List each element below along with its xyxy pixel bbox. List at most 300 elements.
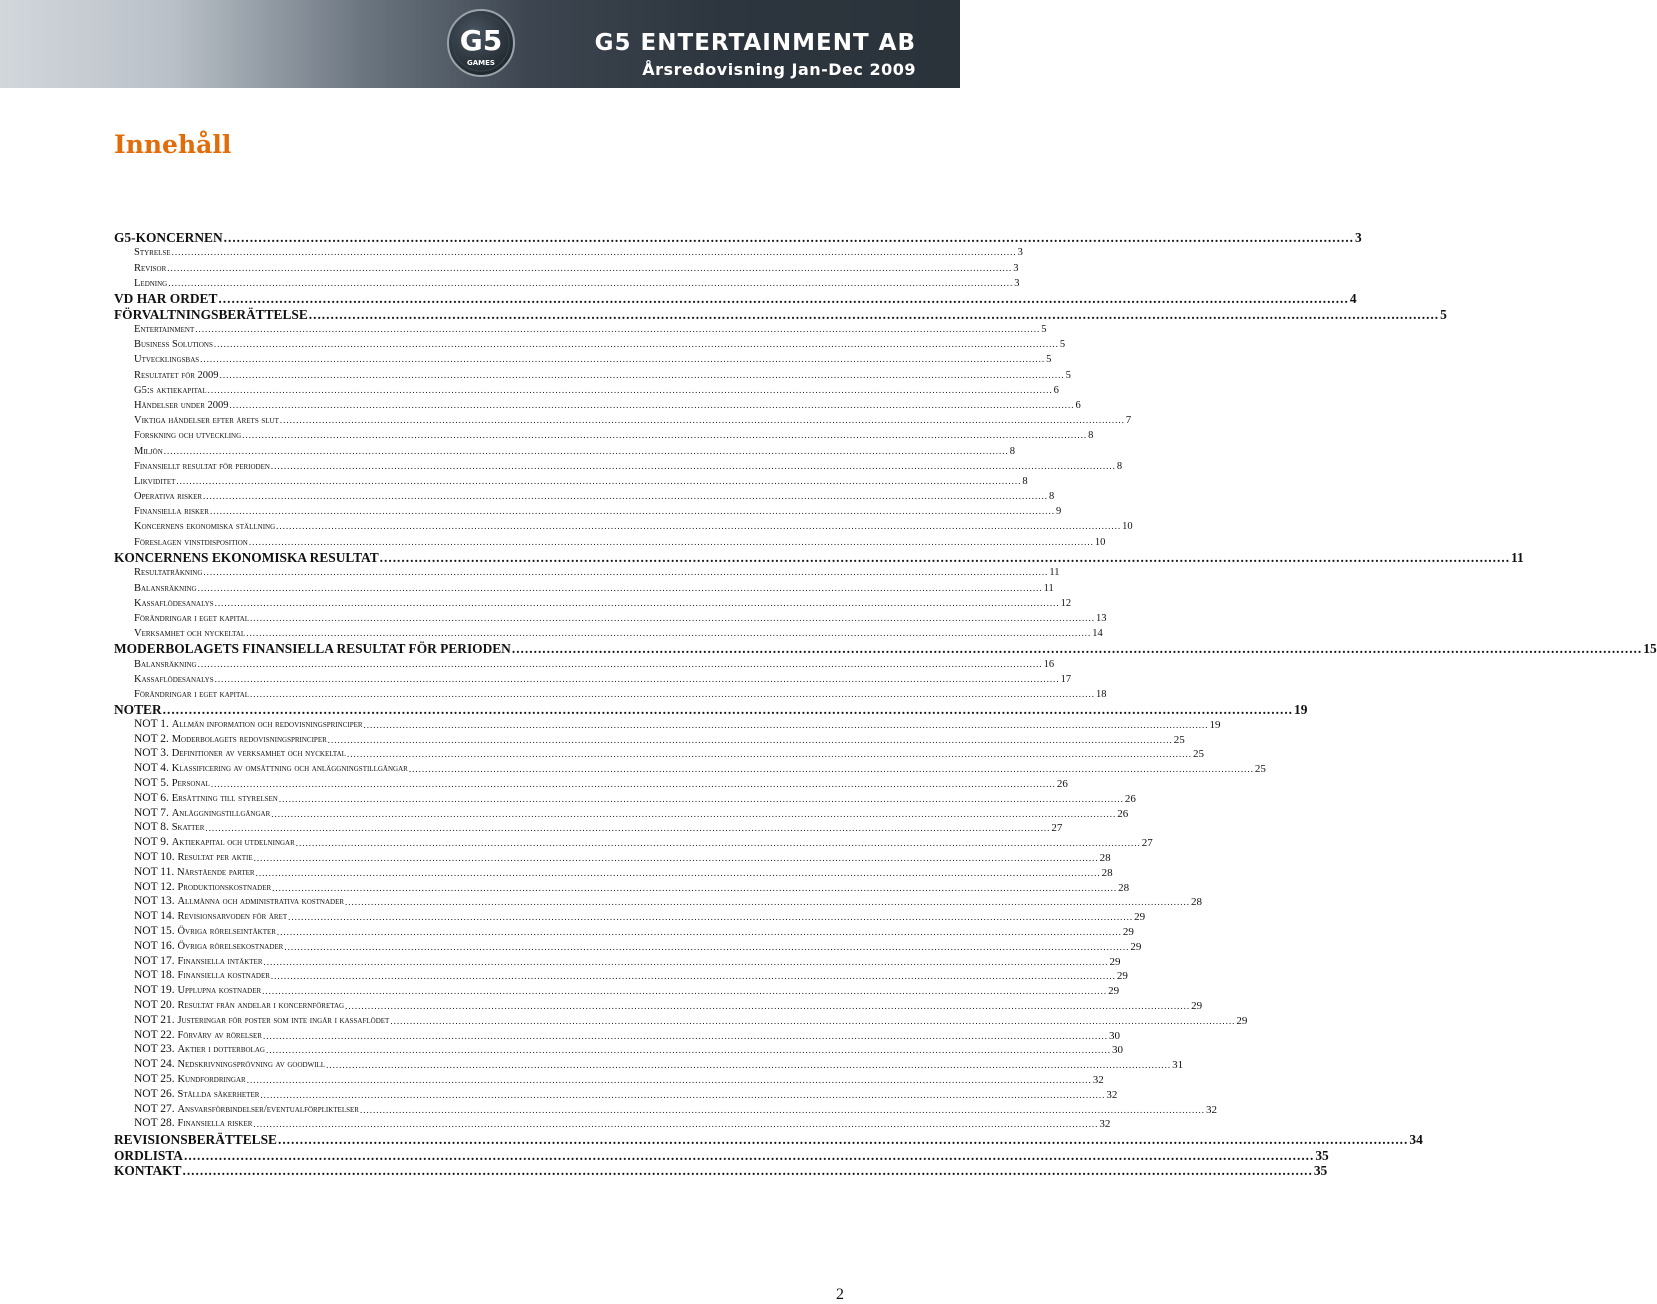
toc-entry[interactable]: [114, 459, 1123, 474]
toc-page-number: 27: [1141, 837, 1153, 850]
toc-entry-title: Finansiella risker: [177, 1118, 253, 1130]
toc-note-number: NOT 13.: [134, 895, 175, 908]
toc-note-label: [134, 850, 253, 866]
toc-entry-title: Kassaflödesanalys: [134, 597, 214, 609]
toc-entry[interactable]: [114, 939, 1142, 955]
toc-entry-title: Operativa risker: [134, 491, 203, 503]
toc-entry[interactable]: [114, 1087, 1118, 1103]
toc-entry-title: G5:s aktiekapital: [134, 384, 207, 396]
toc-dot-leader: ....................................................................................................................................................................................................................................................................: [171, 247, 1017, 258]
toc-dot-leader: ....................................................................................................................................................................................................................................................................: [242, 430, 1088, 441]
header-banner: [0, 0, 960, 88]
toc-entry-title: Finansiella risker: [134, 506, 209, 518]
toc-dot-leader: ....................................................................................................................................................................................................................................................................: [246, 1075, 1092, 1085]
toc-page-number: 10: [1122, 521, 1133, 533]
toc-page-number: 16: [1043, 658, 1055, 670]
toc-page-number: 3: [1017, 247, 1023, 259]
logo-sub: GAMES: [467, 59, 495, 67]
toc-page-number: 11: [1511, 549, 1524, 565]
toc-dot-leader: ....................................................................................................................................................................................................................................................................: [214, 673, 1060, 684]
toc-entry[interactable]: [114, 306, 1447, 323]
toc-note-number: NOT 25.: [134, 1073, 175, 1085]
toc-entry-title: Övriga rörelseintäkter: [177, 926, 276, 938]
toc-page-number: 19: [1294, 702, 1308, 718]
toc-note-number: NOT 23.: [134, 1043, 175, 1056]
toc-entry[interactable]: [114, 910, 1146, 925]
toc-entry[interactable]: [114, 444, 1016, 459]
toc-page-number: 19: [1209, 718, 1221, 731]
toc-entry[interactable]: [114, 851, 1111, 866]
toc-entry-title: Produktionskostnader: [177, 881, 272, 893]
toc-dot-leader: ....................................................................................................................................................................................................................................................................: [408, 764, 1254, 775]
toc-entry-title: Utvecklingsbas: [134, 354, 200, 366]
toc-dot-leader: ....................................................................................................................................................................................................................................................................: [262, 1030, 1108, 1041]
toc-entry[interactable]: [114, 895, 1203, 910]
table-of-contents: [114, 230, 1657, 1179]
toc-entry[interactable]: [114, 549, 1524, 566]
g5-games-logo: [446, 6, 516, 80]
toc-entry[interactable]: [114, 1028, 1120, 1044]
toc-entry[interactable]: [114, 261, 1019, 276]
toc-page-number: 14: [1092, 628, 1103, 640]
toc-dot-leader: ....................................................................................................................................................................................................................................................................: [176, 475, 1022, 486]
toc-entry-title: Resultat från andelar i koncernföretag: [177, 1000, 345, 1012]
toc-entry[interactable]: [114, 474, 1028, 489]
toc-page-number: 9: [1055, 506, 1062, 518]
toc-note-number: NOT 24.: [134, 1058, 175, 1071]
toc-dot-leader: ....................................................................................................................................................................................................................................................................: [213, 339, 1059, 350]
toc-entry-title: Förändringar i eget kapital: [134, 612, 250, 624]
toc-note-number: NOT 11.: [134, 865, 175, 878]
toc-entry[interactable]: [114, 428, 1094, 443]
toc-page-number: 5: [1440, 306, 1447, 322]
toc-page-number: 7: [1125, 415, 1132, 427]
toc-dot-leader: ....................................................................................................................................................................................................................................................................: [327, 734, 1173, 745]
toc-entry[interactable]: [114, 687, 1107, 702]
toc-page-number: 32: [1205, 1103, 1217, 1116]
toc-page-number: 29: [1191, 1000, 1203, 1013]
toc-entry[interactable]: [114, 230, 1362, 246]
toc-page-number: 28: [1101, 866, 1113, 879]
toc-note-label: [134, 865, 255, 881]
toc-dot-leader: ....................................................................................................................................................................................................................................................................: [203, 567, 1049, 578]
toc-note-number: NOT 18.: [134, 969, 175, 982]
toc-entry-title: Finansiella intäkter: [177, 955, 263, 967]
page-number: 2: [836, 1286, 844, 1303]
toc-note-number: NOT 15.: [134, 925, 175, 938]
toc-entry-title: VD HAR ORDET: [114, 291, 218, 307]
toc-entry-title: NOTER: [114, 702, 162, 718]
toc-entry[interactable]: [114, 1043, 1123, 1058]
toc-page-number: 13: [1096, 612, 1107, 624]
toc-note-number: NOT 22.: [134, 1028, 175, 1041]
toc-note-label: [134, 761, 408, 777]
toc-page-number: 5: [1059, 339, 1066, 351]
toc-dot-leader: ....................................................................................................................................................................................................................................................................: [218, 291, 1349, 307]
toc-dot-leader: ....................................................................................................................................................................................................................................................................: [183, 1147, 1315, 1163]
toc-note-label: [134, 909, 287, 925]
toc-note-number: NOT 3.: [134, 747, 169, 760]
toc-entry[interactable]: [114, 246, 1023, 261]
toc-note-label: [134, 983, 261, 999]
toc-dot-leader: ....................................................................................................................................................................................................................................................................: [253, 853, 1099, 864]
toc-entry[interactable]: [114, 969, 1128, 984]
toc-page-number: 8: [1116, 460, 1123, 472]
toc-page-number: 26: [1124, 792, 1136, 805]
toc-entry-title: Allmänna och administrativa kostnader: [177, 896, 345, 908]
toc-dot-leader: ....................................................................................................................................................................................................................................................................: [345, 897, 1191, 908]
toc-entry-title: Definitioner av verksamhet och nyckeltal: [171, 748, 346, 760]
toc-entry[interactable]: [114, 836, 1153, 851]
toc-note-label: [134, 835, 295, 851]
toc-dot-leader: ....................................................................................................................................................................................................................................................................: [390, 1015, 1236, 1026]
toc-dot-leader: ....................................................................................................................................................................................................................................................................: [163, 445, 1009, 456]
toc-entry[interactable]: [114, 702, 1308, 718]
toc-entry-title: Balansräkning: [134, 658, 197, 670]
toc-note-number: NOT 2.: [134, 732, 169, 745]
toc-page-number: 29: [1130, 940, 1142, 953]
toc-note-number: NOT 17.: [134, 954, 175, 967]
toc-entry-title: Justeringar för poster som inte ingår i kassaflödet: [177, 1014, 390, 1026]
toc-note-label: [134, 746, 346, 762]
toc-page-number: 15: [1643, 641, 1657, 657]
toc-entry[interactable]: [114, 925, 1134, 940]
toc-entry[interactable]: [114, 747, 1204, 762]
toc-entry-title: Kassaflödesanalys: [134, 673, 214, 685]
toc-entry-title: Skatter: [171, 822, 205, 834]
toc-entry[interactable]: [114, 999, 1203, 1014]
toc-entry-title: Klassificering av omsättning och anläggningstillgångar: [171, 763, 408, 775]
page-title: Innehåll: [114, 130, 232, 159]
toc-entry[interactable]: [114, 611, 1107, 626]
toc-entry[interactable]: [114, 581, 1054, 596]
toc-note-label: [134, 776, 210, 792]
toc-entry-title: Personal: [171, 778, 210, 790]
toc-entry[interactable]: [114, 413, 1132, 428]
toc-page-number: 30: [1108, 1029, 1120, 1042]
toc-dot-leader: ....................................................................................................................................................................................................................................................................: [265, 1045, 1111, 1056]
toc-page-number: 28: [1118, 881, 1130, 894]
toc-entry-title: Förändringar i eget kapital: [134, 689, 250, 701]
toc-page-number: 29: [1122, 926, 1134, 939]
toc-entry-title: Koncernens ekonomiska ställning: [134, 521, 276, 533]
toc-entry-title: Händelser under 2009: [134, 399, 229, 411]
toc-page-number: 3: [1014, 277, 1020, 289]
toc-note-number: NOT 16.: [134, 939, 175, 952]
toc-dot-leader: ....................................................................................................................................................................................................................................................................: [248, 536, 1094, 547]
toc-page-number: 29: [1116, 970, 1128, 983]
toc-note-label: [134, 1013, 389, 1029]
toc-dot-leader: ....................................................................................................................................................................................................................................................................: [197, 582, 1043, 593]
toc-dot-leader: ....................................................................................................................................................................................................................................................................: [288, 912, 1134, 923]
toc-entry-title: Ansvarsförbindelser/eventualförpliktelser: [177, 1103, 359, 1115]
toc-page-number: 25: [1192, 748, 1204, 761]
toc-note-label: [134, 732, 327, 748]
toc-note-number: NOT 28.: [134, 1117, 175, 1130]
toc-entry[interactable]: [114, 821, 1063, 836]
toc-page-number: 28: [1191, 896, 1203, 909]
toc-note-label: [134, 968, 270, 984]
toc-dot-leader: ....................................................................................................................................................................................................................................................................: [253, 1119, 1099, 1130]
toc-entry-title: Aktiekapital och utdelningar: [171, 837, 295, 849]
toc-entry-title: Aktier i dotterbolag: [177, 1044, 265, 1056]
toc-dot-leader: ....................................................................................................................................................................................................................................................................: [276, 521, 1122, 532]
toc-entry-title: Upplupna kostnader: [177, 985, 262, 997]
toc-dot-leader: ....................................................................................................................................................................................................................................................................: [260, 1089, 1106, 1100]
toc-entry[interactable]: [114, 865, 1113, 881]
toc-page-number: 3: [1355, 230, 1362, 245]
toc-page-number: 26: [1056, 778, 1068, 791]
toc-entry-title: REVISIONSBERÄTTELSE: [114, 1132, 277, 1148]
toc-entry-title: Moderbolagets redovisningsprinciper: [171, 733, 327, 745]
toc-entry-title: KONCERNENS EKONOMISKA RESULTAT: [114, 549, 379, 565]
toc-entry-title: Styrelse: [134, 247, 171, 259]
toc-note-label: [134, 924, 276, 940]
toc-page-number: 32: [1092, 1074, 1104, 1086]
toc-dot-leader: ....................................................................................................................................................................................................................................................................: [359, 1104, 1205, 1115]
toc-page-number: 34: [1409, 1132, 1423, 1148]
toc-entry-title: Allmän information och redovisningsprinciper: [171, 718, 363, 730]
toc-entry-title: G5-KONCERNEN: [114, 230, 223, 245]
toc-page-number: 29: [1108, 985, 1120, 998]
toc-entry-title: Närstående parter: [177, 866, 255, 878]
toc-entry[interactable]: [114, 762, 1266, 777]
toc-entry[interactable]: [114, 657, 1055, 672]
toc-page-number: 8: [1022, 475, 1028, 487]
toc-note-number: NOT 26.: [134, 1087, 175, 1100]
toc-dot-leader: ....................................................................................................................................................................................................................................................................: [345, 1001, 1191, 1012]
toc-entry-title: Ersättning till styrelsen: [171, 792, 278, 804]
toc-entry[interactable]: [114, 565, 1060, 580]
toc-entry[interactable]: [114, 352, 1052, 367]
toc-entry[interactable]: [114, 322, 1047, 337]
toc-dot-leader: ....................................................................................................................................................................................................................................................................: [271, 808, 1117, 819]
toc-entry[interactable]: [114, 732, 1185, 748]
toc-note-number: NOT 19.: [134, 984, 175, 997]
toc-page-number: 17: [1060, 673, 1072, 685]
toc-page-number: 27: [1051, 822, 1063, 835]
toc-dot-leader: ....................................................................................................................................................................................................................................................................: [346, 749, 1192, 760]
toc-entry[interactable]: [114, 791, 1136, 807]
toc-dot-leader: ....................................................................................................................................................................................................................................................................: [270, 460, 1116, 471]
toc-entry[interactable]: [114, 1013, 1248, 1029]
toc-dot-leader: ....................................................................................................................................................................................................................................................................: [214, 597, 1060, 608]
toc-dot-leader: ....................................................................................................................................................................................................................................................................: [168, 277, 1014, 288]
toc-entry-title: ORDLISTA: [114, 1147, 183, 1163]
toc-dot-leader: ....................................................................................................................................................................................................................................................................: [195, 324, 1041, 335]
toc-dot-leader: ....................................................................................................................................................................................................................................................................: [272, 882, 1118, 893]
toc-entry[interactable]: [114, 1117, 1111, 1132]
toc-entry-title: Resultatet för 2009: [134, 369, 219, 381]
toc-entry[interactable]: [114, 276, 1020, 291]
toc-entry[interactable]: [114, 641, 1657, 657]
toc-entry-title: Verksamhet och nyckeltal: [134, 628, 246, 640]
toc-note-label: [134, 954, 263, 970]
toc-entry[interactable]: [114, 880, 1130, 896]
toc-note-label: [134, 820, 204, 836]
toc-dot-leader: ....................................................................................................................................................................................................................................................................: [205, 823, 1051, 834]
toc-entry[interactable]: [114, 337, 1066, 352]
toc-page-number: 29: [1236, 1014, 1248, 1027]
toc-entry[interactable]: [114, 717, 1221, 733]
toc-note-number: NOT 21.: [134, 1013, 175, 1026]
toc-dot-leader: ....................................................................................................................................................................................................................................................................: [250, 689, 1096, 700]
toc-dot-leader: ....................................................................................................................................................................................................................................................................: [200, 354, 1046, 365]
toc-dot-leader: ....................................................................................................................................................................................................................................................................: [276, 927, 1122, 938]
toc-dot-leader: ....................................................................................................................................................................................................................................................................: [167, 262, 1013, 273]
toc-entry[interactable]: [114, 626, 1103, 641]
toc-note-number: NOT 20.: [134, 999, 175, 1012]
toc-entry[interactable]: [114, 777, 1068, 792]
toc-note-label: [134, 1116, 252, 1132]
toc-note-number: NOT 27.: [134, 1102, 175, 1115]
toc-entry[interactable]: [114, 672, 1072, 687]
toc-dot-leader: ....................................................................................................................................................................................................................................................................: [209, 506, 1055, 517]
toc-entry[interactable]: [114, 383, 1059, 398]
toc-entry[interactable]: [114, 954, 1121, 970]
toc-dot-leader: ....................................................................................................................................................................................................................................................................: [295, 838, 1141, 849]
toc-entry-title: Forskning och utveckling: [134, 430, 242, 442]
toc-page-number: 25: [1173, 733, 1185, 746]
toc-entry-title: Resultat per aktie: [177, 852, 253, 864]
toc-entry[interactable]: [114, 806, 1129, 822]
toc-page-number: 18: [1096, 689, 1107, 701]
toc-entry-title: Föreslagen vinstdisposition: [134, 536, 248, 548]
toc-page-number: 8: [1009, 445, 1016, 457]
toc-entry-title: Revisor: [134, 262, 167, 274]
toc-note-label: [134, 717, 363, 733]
toc-page-number: 6: [1075, 399, 1081, 411]
toc-entry[interactable]: [114, 1147, 1329, 1164]
toc-page-number: 29: [1109, 955, 1121, 968]
toc-page-number: 4: [1349, 291, 1357, 307]
toc-dot-leader: ....................................................................................................................................................................................................................................................................: [279, 415, 1125, 426]
toc-entry[interactable]: [114, 596, 1072, 611]
toc-page-number: 5: [1065, 369, 1071, 381]
toc-note-label: [134, 1042, 265, 1058]
toc-note-number: NOT 7.: [134, 806, 169, 819]
toc-dot-leader: ....................................................................................................................................................................................................................................................................: [246, 628, 1092, 639]
toc-note-number: NOT 8.: [134, 821, 169, 834]
toc-page-number: 29: [1134, 911, 1146, 924]
toc-note-label: [134, 880, 271, 896]
toc-page-number: 26: [1117, 807, 1129, 820]
toc-dot-leader: ....................................................................................................................................................................................................................................................................: [308, 306, 1440, 322]
toc-dot-leader: ....................................................................................................................................................................................................................................................................: [363, 719, 1209, 730]
toc-note-number: NOT 5.: [134, 777, 169, 790]
toc-entry[interactable]: [114, 291, 1357, 307]
toc-dot-leader: ....................................................................................................................................................................................................................................................................: [284, 941, 1130, 952]
toc-entry[interactable]: [114, 520, 1133, 535]
toc-note-label: [134, 998, 344, 1014]
toc-dot-leader: ....................................................................................................................................................................................................................................................................: [250, 612, 1096, 623]
toc-page-number: 3: [1013, 262, 1019, 274]
toc-note-number: NOT 6.: [134, 791, 169, 804]
toc-note-label: [134, 1087, 259, 1103]
toc-dot-leader: ....................................................................................................................................................................................................................................................................: [210, 779, 1056, 790]
toc-entry[interactable]: [114, 489, 1055, 504]
toc-entry[interactable]: [114, 1058, 1184, 1073]
toc-dot-leader: ....................................................................................................................................................................................................................................................................: [270, 971, 1116, 982]
toc-page-number: 32: [1099, 1118, 1111, 1131]
toc-entry[interactable]: [114, 1163, 1328, 1179]
toc-entry[interactable]: [114, 1102, 1217, 1118]
toc-dot-leader: ....................................................................................................................................................................................................................................................................: [223, 230, 1355, 245]
toc-entry-title: Övriga rörelsekostnader: [177, 940, 284, 952]
toc-entry-title: Förvärv av rörelser: [177, 1029, 262, 1041]
toc-entry-title: Ställda säkerheter: [177, 1088, 260, 1100]
toc-page-number: 30: [1111, 1044, 1123, 1057]
toc-note-label: [134, 1028, 262, 1044]
toc-entry-title: Finansiella kostnader: [177, 970, 270, 982]
toc-entry-title: Ledning: [134, 277, 168, 289]
toc-page-number: 32: [1106, 1088, 1118, 1101]
toc-entry-title: Viktiga händelser efter årets slut: [134, 415, 279, 427]
report-subtitle: Årsredovisning Jan-Dec 2009: [642, 60, 916, 79]
toc-dot-leader: ....................................................................................................................................................................................................................................................................: [162, 702, 1294, 718]
toc-entry-title: KONTAKT: [114, 1163, 182, 1179]
toc-note-label: [134, 1072, 246, 1088]
toc-entry[interactable]: [114, 368, 1071, 383]
toc-note-label: [134, 806, 270, 822]
toc-dot-leader: ....................................................................................................................................................................................................................................................................: [229, 399, 1075, 410]
toc-dot-leader: ....................................................................................................................................................................................................................................................................: [326, 1060, 1172, 1071]
toc-note-number: NOT 12.: [134, 880, 175, 893]
logo-text: G5: [459, 24, 503, 57]
toc-dot-leader: ....................................................................................................................................................................................................................................................................: [182, 1163, 1313, 1179]
toc-entry-title: Entertainment: [134, 324, 195, 336]
toc-note-label: [134, 939, 283, 955]
toc-page-number: 8: [1088, 430, 1094, 442]
toc-entry-title: Nedskrivningsprövning av goodwill: [177, 1059, 326, 1071]
toc-dot-leader: ....................................................................................................................................................................................................................................................................: [203, 491, 1049, 502]
toc-entry[interactable]: [114, 1073, 1104, 1088]
toc-entry[interactable]: [114, 504, 1062, 519]
toc-dot-leader: ....................................................................................................................................................................................................................................................................: [255, 867, 1101, 878]
toc-entry-title: Likviditet: [134, 475, 176, 487]
toc-page-number: 8: [1049, 491, 1055, 503]
toc-entry-title: Anläggningstillgångar: [171, 807, 271, 819]
toc-page-number: 11: [1043, 582, 1054, 594]
toc-entry-title: Revisionsarvoden för året: [177, 911, 288, 923]
toc-entry-title: FÖRVALTNINGSBERÄTTELSE: [114, 306, 308, 322]
toc-page-number: 5: [1046, 354, 1052, 366]
toc-page-number: 11: [1049, 567, 1060, 579]
toc-entry[interactable]: [114, 984, 1120, 999]
toc-entry-title: Resultaträkning: [134, 567, 203, 579]
toc-note-number: NOT 4.: [134, 762, 169, 775]
toc-dot-leader: ....................................................................................................................................................................................................................................................................: [197, 658, 1043, 669]
toc-dot-leader: ....................................................................................................................................................................................................................................................................: [207, 384, 1053, 395]
toc-page-number: 31: [1172, 1059, 1184, 1072]
toc-note-label: [134, 1102, 359, 1118]
toc-dot-leader: ....................................................................................................................................................................................................................................................................: [278, 793, 1124, 804]
toc-dot-leader: ....................................................................................................................................................................................................................................................................: [262, 986, 1108, 997]
toc-entry[interactable]: [114, 535, 1106, 550]
toc-dot-leader: ....................................................................................................................................................................................................................................................................: [511, 641, 1643, 657]
toc-note-number: NOT 1.: [134, 717, 169, 730]
toc-dot-leader: ....................................................................................................................................................................................................................................................................: [277, 1132, 1409, 1148]
toc-note-number: NOT 9.: [134, 836, 169, 849]
toc-note-label: [134, 894, 344, 910]
toc-entry[interactable]: [114, 1132, 1423, 1148]
toc-entry-title: Miljön: [134, 445, 163, 457]
toc-note-label: [134, 791, 278, 807]
toc-page-number: 6: [1053, 384, 1059, 396]
toc-page-number: 25: [1254, 763, 1266, 776]
toc-note-number: NOT 14.: [134, 910, 175, 923]
toc-entry[interactable]: [114, 398, 1081, 413]
